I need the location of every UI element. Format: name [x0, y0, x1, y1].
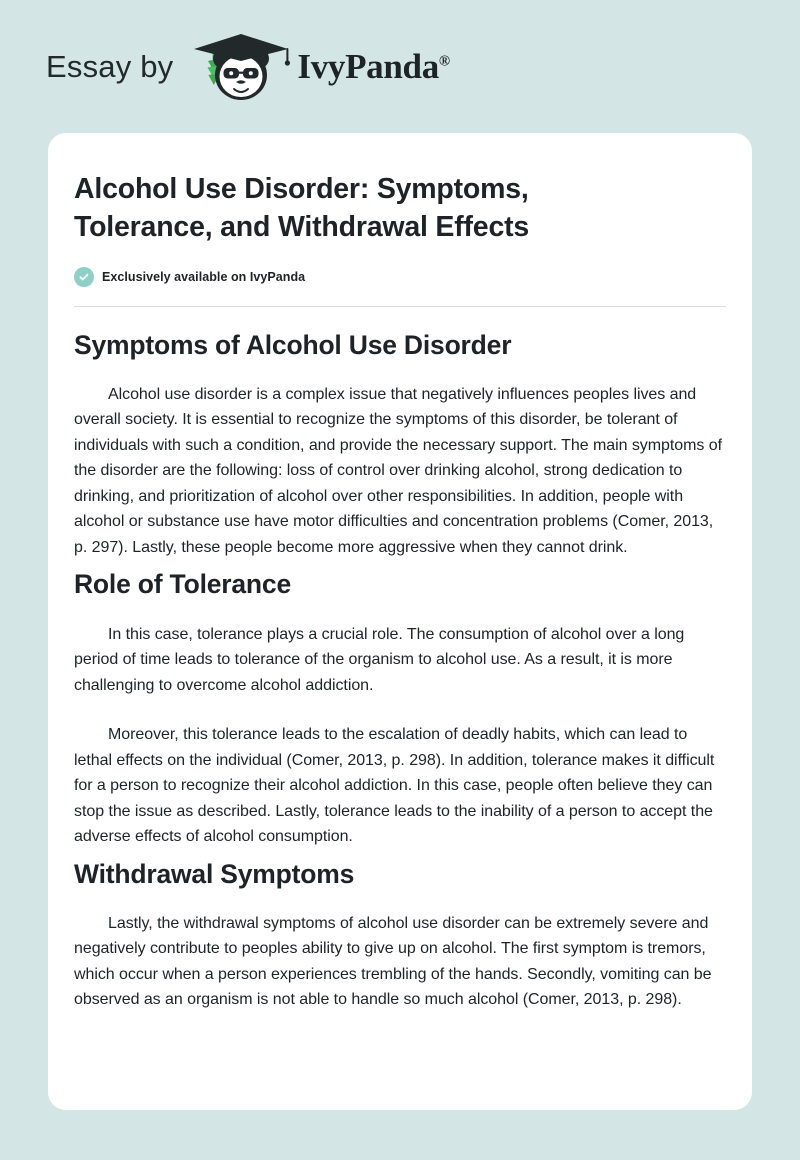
divider — [74, 306, 726, 307]
page-title: Alcohol Use Disorder: Symptoms, Tolerance, and Withdrawal Effects — [74, 173, 530, 243]
section-paragraph: Lastly, the withdrawal symptoms of alcohol use disorder can be extremely severe and negatively contribute to peoples ability to give up on alcohol. The first symptom is tremors, which occur when a person experiences trembling of the hands. Secondly, vomiting can be observed as an organism is not able to handle so much alcohol (Comer, 2013, p. 298). — [74, 914, 712, 1009]
section-paragraph: Moreover, this tolerance leads to the escalation of deadly habits, which can lead to lethal effects on the individual (Comer, 2013, p. 298). In addition, tolerance makes it difficult for a person to recognize their alcohol addiction. In this case, people often believe they can stop the issue as described. Lastly, tolerance leads to the inability of a person to accept the adverse effects of alcohol consumption. — [74, 726, 715, 846]
section-paragraph: In this case, tolerance plays a crucial role. The consumption of alcohol over a long period of time leads to tolerance of the organism to alcohol use. As a result, it is more challenging to overcome alcohol addiction. — [74, 625, 685, 694]
section-paragraph: Alcohol use disorder is a complex issue that negatively influences peoples lives and overall society. It is essential to recognize the symptoms of this disorder, be tolerant of individuals with such a condition, and provide the necessary support. The main symptoms of the disorder are the following: loss of control over drinking alcohol, strong dedication to drinking, and prioritization of alcohol over other responsibilities. In addition, people with alcohol or substance use have motor difficulties and concentration problems (Comer, 2013, p. 297). Lastly, these people become more aggressive when they cannot drink. — [74, 385, 722, 556]
panda-graduation-cap-icon — [187, 31, 295, 103]
brand-wordmark — [297, 49, 449, 84]
availability-label: Exclusively available on IvyPanda — [102, 269, 306, 284]
document-section — [74, 568, 726, 849]
check-circle-icon — [74, 267, 94, 287]
registered-trademark-icon: ® — [438, 53, 450, 70]
document-section — [74, 858, 726, 1013]
document-section — [74, 329, 726, 561]
brand-logo[interactable] — [187, 31, 449, 103]
section-heading: Role of Tolerance — [74, 569, 291, 600]
availability-badge — [74, 267, 726, 287]
brand-header — [0, 0, 800, 133]
brand-wordmark-text: IvyPanda — [297, 47, 439, 86]
document-card — [48, 133, 752, 1110]
section-heading: Withdrawal Symptoms — [74, 858, 355, 889]
brand-prefix-label: Essay by — [46, 49, 174, 84]
section-heading: Symptoms of Alcohol Use Disorder — [74, 329, 512, 360]
